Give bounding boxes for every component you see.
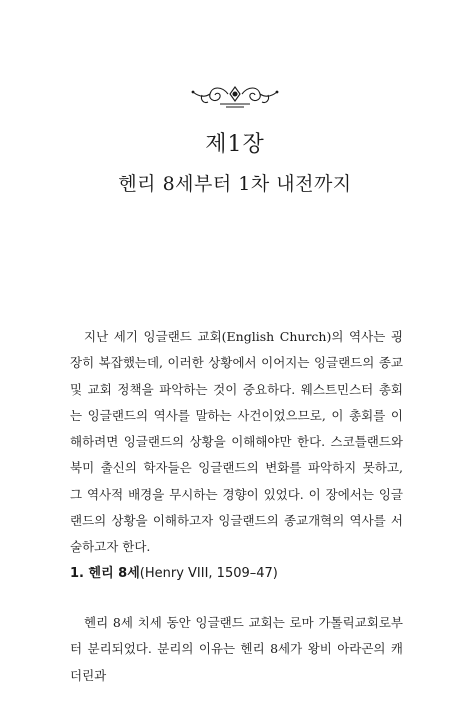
section-heading (70, 562, 278, 581)
section-paragraph: 헨리 8세 치세 동안 잉글랜드 교회는 로마 가톨릭교회로부터 분리되었다. 분리의 이유는 헨리 8세가 왕비 아라곤의 캐더린과 (70, 615, 403, 683)
section-heading-subtitle: (Henry VIII, 1509–47) (139, 566, 278, 581)
chapter-number: 제1장 (205, 132, 265, 157)
chapter-title: 헨리 8세부터 1차 내전까지 (118, 173, 352, 195)
section-heading-title: 1. 헨리 8세 (70, 566, 140, 581)
chapter-ornament-icon (190, 84, 280, 110)
intro-paragraph: 지난 세기 잉글랜드 교회(English Church)의 역사는 굉장히 복잡했는데, 이러한 상황에서 이어지는 잉글랜드의 종교 및 교회 정책을 파악하는 것이 중요하다. 웨스트민스터 총회는 잉글랜드의 역사를 말하는 사건이었으므로, 이 총회를 이해하려면 잉글랜드의 상황을 이해해야만 한다. 스코틀랜드와 북미 출신의 학자들은 잉글랜드의 변화를 파악하지 못하고, 그 역사적 배경을 무시하는 경향이 있었다. 이 장에서는 잉글랜드의 상황을 이해하고자 잉글랜드의 종교개혁의 역사를 서술하고자 한다. (70, 329, 403, 555)
